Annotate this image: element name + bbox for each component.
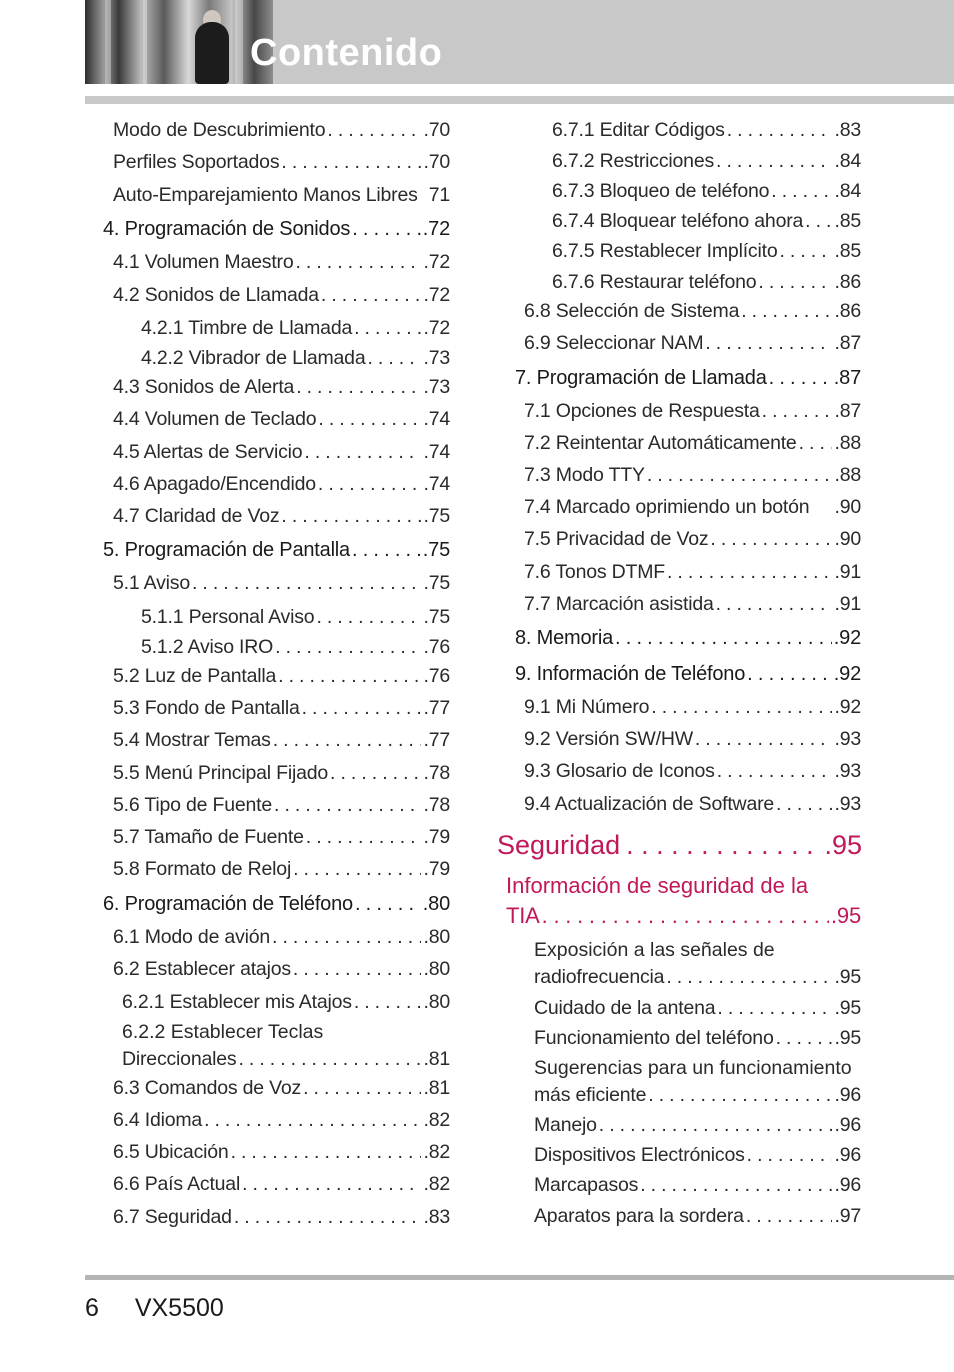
toc-entry-label: 5.6 Tipo de Fuente (113, 794, 273, 816)
toc-entry-label: 4.1 Volumen Maestro (113, 251, 294, 273)
toc-section-heading[interactable] (103, 217, 450, 241)
toc-entry[interactable] (524, 495, 861, 519)
toc-entry[interactable] (113, 375, 450, 399)
toc-leader-dots (306, 825, 422, 849)
toc-entry[interactable] (524, 727, 861, 751)
toc-entry-label: 6.7 Seguridad (113, 1206, 232, 1228)
toc-entry-label: 6.5 Ubicación (113, 1141, 229, 1163)
toc-leader-dots (667, 560, 833, 584)
toc-entry-page: .74 (423, 408, 450, 430)
toc-entry-page: .87 (833, 367, 861, 389)
toc-leader-dots (367, 346, 421, 370)
toc-entry-label: 4.4 Volumen de Teclado (113, 408, 317, 430)
toc-entry[interactable] (113, 793, 450, 817)
toc-entry[interactable] (122, 990, 450, 1014)
toc-entry-label: 4.6 Apagado/Encendido (113, 473, 316, 495)
toc-leader-dots (302, 696, 422, 720)
toc-entry-page: .85 (834, 210, 861, 232)
toc-leader-dots (281, 150, 421, 174)
toc-leader-dots (710, 527, 832, 551)
toc-entry-page: .84 (834, 150, 861, 172)
toc-entry-page: .92 (833, 663, 861, 685)
toc-entry[interactable] (534, 1173, 861, 1197)
toc-leader-dots (231, 1140, 422, 1164)
toc-entry-label: 9. Información de Teléfono (515, 663, 746, 685)
toc-leader-dots (741, 299, 832, 323)
page-title: Contenido (250, 32, 443, 74)
toc-entry-label: 5.2 Luz de Pantalla (113, 665, 277, 687)
toc-leader-dots (769, 366, 832, 390)
toc-leader-dots (272, 925, 421, 949)
toc-leader-dots (717, 996, 832, 1020)
toc-entry[interactable] (113, 957, 450, 981)
toc-entry[interactable] (113, 440, 450, 464)
toc-entry[interactable] (113, 1205, 450, 1229)
toc-entry-page: .78 (423, 794, 450, 816)
toc-entry[interactable] (552, 270, 861, 294)
toc-entry-label: 7.5 Privacidad de Voz (524, 528, 709, 550)
toc-leader-dots (717, 759, 833, 783)
toc-entry-page: .90 (834, 496, 861, 518)
toc-entry[interactable] (524, 759, 861, 783)
toc-entry-label: 6.6 País Actual (113, 1173, 241, 1195)
toc-entry-label: 7.1 Opciones de Respuesta (524, 400, 760, 422)
toc-entry-label: 7.3 Modo TTY (524, 464, 645, 486)
toc-entry[interactable] (113, 283, 450, 307)
toc-entry-page: .81 (423, 1077, 450, 1099)
toc-leader-dots (293, 957, 422, 981)
toc-leader-dots (318, 472, 422, 496)
toc-entry-page: .88 (834, 464, 861, 486)
toc-entry[interactable] (113, 571, 450, 595)
footer (85, 1294, 224, 1323)
toc-leader-dots (615, 626, 832, 650)
toc-leader-dots (640, 1173, 832, 1197)
toc-entry[interactable] (113, 664, 450, 688)
toc-entry[interactable] (552, 149, 861, 173)
toc-entry-page: .96 (834, 1144, 861, 1166)
toc-entry-label: 4.2.2 Vibrador de Llamada (141, 347, 366, 369)
toc-entry-label: 5.1.2 Aviso IRO (141, 636, 274, 658)
toc-leader-dots (747, 1143, 833, 1167)
toc-entry-label: Direccionales (122, 1048, 237, 1070)
toc-entry[interactable] (141, 346, 450, 370)
toc-entry-page: .96 (834, 1084, 861, 1106)
toc-leader-dots (352, 538, 421, 562)
toc-entry-label: 5.5 Menú Principal Fijado (113, 762, 329, 784)
toc-entry[interactable] (524, 299, 861, 323)
toc-entry-page: .72 (423, 251, 450, 273)
toc-entry-label: 4.2.1 Timbre de Llamada (141, 317, 353, 339)
toc-entry[interactable] (524, 463, 861, 487)
toc-leader-dots (776, 1026, 833, 1050)
toc-entry-page: .95 (834, 997, 861, 1019)
toc-leader-dots (278, 664, 421, 688)
toc-entry-label: 6.7.4 Bloquear teléfono ahora (552, 210, 804, 232)
toc-leader-dots (771, 179, 832, 203)
toc-entry-label: 6.3 Comandos de Voz (113, 1077, 302, 1099)
header-divider (85, 96, 954, 104)
toc-entry-page: .76 (423, 636, 450, 658)
toc-entry-page: .91 (834, 593, 861, 615)
toc-leader-dots (352, 217, 421, 241)
toc-leader-dots (273, 728, 422, 752)
toc-leader-dots (204, 1108, 421, 1132)
toc-entry-page: .77 (423, 729, 450, 751)
toc-leader-dots (303, 1076, 421, 1100)
tia-heading-line1: Información de seguridad de la (506, 873, 809, 898)
toc-leader-dots (355, 892, 421, 916)
toc-leader-dots (238, 1047, 421, 1071)
toc-entry-page: .85 (834, 240, 861, 262)
toc-entry[interactable] (113, 1172, 450, 1196)
toc-entry[interactable] (534, 1143, 861, 1167)
toc-entry-label: 4. Programación de Sonidos (103, 218, 351, 240)
toc-entry-page: .86 (834, 300, 861, 322)
toc-entry-label: 6.7.1 Editar Códigos (552, 119, 725, 141)
toc-entry[interactable] (113, 150, 450, 174)
toc-entry-label: 7.4 Marcado oprimiendo un botón (524, 496, 810, 518)
footer-divider (85, 1275, 954, 1280)
toc-entry-page: .81 (423, 1048, 450, 1070)
toc-leader-dots (354, 990, 422, 1014)
toc-entry-page: .80 (423, 958, 450, 980)
toc-leader-dots (327, 118, 421, 142)
toc-entry-page: .75 (423, 606, 450, 628)
toc-leader-dots (647, 463, 833, 487)
toc-entry-label: 6.9 Seleccionar NAM (524, 332, 704, 354)
toc-entry[interactable] (534, 1204, 861, 1228)
toc-entry[interactable] (141, 635, 450, 659)
toc-entry[interactable] (113, 761, 450, 785)
toc-entry[interactable] (534, 1083, 861, 1107)
toc-section-heading[interactable] (103, 538, 450, 562)
toc-entry-page: .84 (834, 180, 861, 202)
toc-entry-page: .93 (834, 793, 861, 815)
toc-leader-dots (716, 592, 833, 616)
toc-entry-page: .82 (423, 1141, 450, 1163)
toc-entry-page: .72 (423, 317, 450, 339)
toc-entry[interactable] (113, 925, 450, 949)
toc-entry-label: Cuidado de la antena (534, 997, 716, 1019)
toc-entry-label: Funcionamiento del teléfono (534, 1027, 774, 1049)
toc-entry[interactable] (113, 1076, 450, 1100)
toc-leader-dots (318, 407, 421, 431)
toc-leader-dots (776, 792, 832, 816)
toc-entry-label: 5. Programación de Pantalla (103, 539, 350, 561)
toc-entry-page: .95 (834, 1027, 861, 1049)
toc-entry-page: .82 (423, 1109, 450, 1131)
toc-entry[interactable] (534, 1026, 861, 1050)
toc-entry[interactable] (534, 965, 861, 989)
toc-entry-page: .87 (834, 400, 861, 422)
toc-entry-label: 6.4 Idioma (113, 1109, 203, 1131)
toc-entry-label: 6.7.2 Restricciones (552, 150, 715, 172)
toc-entry[interactable] (524, 331, 861, 355)
toc-entry-page: .90 (834, 528, 861, 550)
toc-entry-label: 8. Memoria (515, 627, 614, 649)
toc-section-heading[interactable] (515, 626, 861, 650)
section-seguridad-page: .95 (824, 830, 862, 860)
toc-entry-label: 6.7.3 Bloqueo de teléfono (552, 180, 770, 202)
toc-entry-label: Marcapasos (534, 1174, 639, 1196)
toc-entry-label: Manejo (534, 1114, 597, 1136)
header-bar (85, 0, 954, 84)
toc-entry[interactable] (552, 118, 861, 142)
toc-entry[interactable] (552, 209, 861, 233)
toc-entry-label: 9.3 Glosario de Iconos (524, 760, 715, 782)
toc-entry-label: 7.7 Marcación asistida (524, 593, 714, 615)
toc-leader-dots (758, 270, 832, 294)
toc-leader-dots (293, 857, 421, 881)
toc-entry[interactable] (141, 316, 450, 340)
toc-entry-label: 9.1 Mi Número (524, 696, 650, 718)
toc-entry-page: .75 (422, 539, 450, 561)
toc-entry-label: 4.3 Sonidos de Alerta (113, 376, 295, 398)
toc-entry-label: 6.1 Modo de avión (113, 926, 271, 948)
toc-entry-page: .80 (422, 893, 450, 915)
section-seguridad[interactable] (497, 830, 862, 861)
toc-entry[interactable] (122, 1047, 450, 1071)
toc-entry-page: .74 (423, 441, 450, 463)
toc-leader-dots (296, 375, 421, 399)
toc-entry-page: .82 (423, 1173, 450, 1195)
toc-entry-line1: Exposición a las señales de (534, 939, 775, 961)
toc-leader-dots (746, 1204, 833, 1228)
toc-leader-dots (281, 504, 421, 528)
toc-entry-page: .88 (834, 432, 861, 454)
toc-entry-line1: 6.2.2 Establecer Teclas (122, 1021, 324, 1043)
toc-leader-dots (330, 761, 421, 785)
footer-page-number: 6 (85, 1294, 99, 1322)
toc-entry-label: 5.4 Mostrar Temas (113, 729, 271, 751)
toc-entry[interactable] (113, 118, 450, 142)
toc-entry[interactable] (524, 560, 861, 584)
toc-entry[interactable] (552, 179, 861, 203)
toc-entry-page: .97 (834, 1205, 861, 1227)
toc-entry-page: .70 (423, 151, 450, 173)
toc-entry-label: 7. Programación de Llamada (515, 367, 767, 389)
toc-leader-dots (805, 209, 832, 233)
toc-leader-dots (192, 571, 422, 595)
toc-entry-label: 4.7 Claridad de Voz (113, 505, 280, 527)
toc-entry-label: Modo de Descubrimiento (113, 119, 326, 141)
toc-entry-page: .72 (423, 284, 450, 306)
toc-entry[interactable] (113, 696, 450, 720)
toc-entry-page: .75 (423, 572, 450, 594)
toc-entry[interactable] (113, 1108, 450, 1132)
toc-entry-page: .73 (423, 376, 450, 398)
toc-section-heading[interactable] (103, 892, 450, 916)
toc-entry-label: 6. Programación de Teléfono (103, 893, 353, 915)
toc-entry-label: Aparatos para la sordera (534, 1205, 744, 1227)
toc-entry[interactable] (524, 592, 861, 616)
toc-entry[interactable] (113, 472, 450, 496)
toc-entry-page: .95 (834, 966, 861, 988)
toc-leader-dots (295, 250, 421, 274)
toc-entry-page: .76 (423, 665, 450, 687)
toc-entry-page: .80 (423, 926, 450, 948)
toc-section-heading[interactable] (515, 662, 861, 686)
section-seguridad-label: Seguridad (497, 830, 621, 860)
toc-entry-label: 5.8 Formato de Reloj (113, 858, 292, 880)
toc-entry-label: 5.1.1 Personal Aviso (141, 606, 315, 628)
toc-entry-label: 4.5 Alertas de Servicio (113, 441, 303, 463)
tia-page: .95 (831, 903, 861, 928)
toc-leader-dots (648, 1083, 832, 1107)
toc-section-heading[interactable] (515, 366, 861, 390)
toc-entry-page: .72 (422, 218, 450, 240)
toc-entry-label: radiofrecuencia (534, 966, 665, 988)
toc-entry-page: .73 (423, 347, 450, 369)
toc-entry-page: .87 (834, 332, 861, 354)
tia-label: TIA (506, 903, 540, 928)
toc-entry-page: .83 (834, 119, 861, 141)
toc-entry-label: Auto-Emparejamiento Manos Libres (113, 184, 418, 206)
toc-entry-page: .70 (423, 119, 450, 141)
toc-entry[interactable] (113, 1140, 450, 1164)
toc-entry-label: Dispositivos Electrónicos (534, 1144, 745, 1166)
toc-leader-dots (321, 283, 422, 307)
toc-entry-page: .80 (423, 991, 450, 1013)
toc-entry-label: 6.7.6 Restaurar teléfono (552, 271, 757, 293)
toc-entry-label: 5.7 Tamaño de Fuente (113, 826, 304, 848)
toc-entry-line1: Sugerencias para un funcionamiento (534, 1057, 852, 1079)
toc-entry-label: 9.2 Versión SW/HW (524, 728, 693, 750)
toc-leader-dots (316, 605, 421, 629)
toc-entry[interactable] (113, 183, 450, 207)
toc-entry[interactable] (113, 504, 450, 528)
toc-entry[interactable] (534, 996, 861, 1020)
toc-entry[interactable] (552, 239, 861, 263)
toc-leader-dots (666, 965, 832, 989)
toc-entry-page: .74 (423, 473, 450, 495)
toc-entry[interactable] (524, 399, 861, 423)
toc-entry-page: 71 (428, 184, 450, 206)
toc-entry[interactable] (524, 431, 861, 455)
toc-entry[interactable] (113, 728, 450, 752)
toc-entry-page: .93 (834, 728, 861, 750)
toc-entry-page: .92 (834, 696, 861, 718)
toc-entry-label: Perfiles Soportados (113, 151, 280, 173)
toc-entry[interactable] (524, 792, 861, 816)
toc-entry-page: .86 (834, 271, 861, 293)
toc-entry[interactable] (113, 407, 450, 431)
toc-entry-page: .79 (423, 826, 450, 848)
toc-entry-label: 6.8 Selección de Sistema (524, 300, 740, 322)
toc-leader-dots (242, 1172, 421, 1196)
toc-leader-dots (762, 399, 833, 423)
toc-leader-dots (234, 1205, 422, 1229)
toc-entry[interactable] (534, 1113, 861, 1137)
toc-entry-page: .96 (834, 1174, 861, 1196)
toc-leader-dots (705, 331, 832, 355)
toc-entry-page: .93 (834, 760, 861, 782)
toc-leader-dots (651, 695, 832, 719)
toc-entry[interactable] (113, 825, 450, 849)
toc-entry-page: .83 (423, 1206, 450, 1228)
toc-entry-label: más eficiente (534, 1084, 647, 1106)
toc-leader-dots (274, 793, 421, 817)
toc-entry-page: .75 (423, 505, 450, 527)
toc-leader-dots (747, 662, 832, 686)
toc-entry-label: 7.2 Reintentar Automáticamente (524, 432, 797, 454)
footer-model: VX5500 (134, 1294, 224, 1322)
toc-entry-page: .92 (833, 627, 861, 649)
toc-entry-page: .78 (423, 762, 450, 784)
toc-leader-dots (304, 440, 421, 464)
header-photo (85, 0, 273, 84)
toc-leader-dots (275, 635, 421, 659)
toc-entry[interactable] (524, 695, 861, 719)
toc-entry-label: 7.6 Tonos DTMF (524, 561, 665, 583)
toc-leader-dots (354, 316, 421, 340)
toc-leader-dots (727, 118, 833, 142)
toc-entry-label: 5.3 Fondo de Pantalla (113, 697, 300, 719)
toc-entry-page: .91 (834, 561, 861, 583)
toc-entry-label: 6.2 Establecer atajos (113, 958, 291, 980)
toc-leader-dots (779, 239, 832, 263)
toc-leader-dots (716, 149, 832, 173)
toc-entry-page: .77 (423, 697, 450, 719)
toc-entry[interactable] (113, 857, 450, 881)
toc-leader-dots (599, 1113, 833, 1137)
toc-entry[interactable] (141, 605, 450, 629)
toc-leader-dots (799, 431, 833, 455)
tia-heading[interactable] (506, 904, 861, 928)
toc-entry-label: 6.2.1 Establecer mis Atajos (122, 991, 352, 1013)
toc-entry[interactable] (524, 527, 861, 551)
toc-entry-label: 4.2 Sonidos de Llamada (113, 284, 319, 306)
toc-entry-label: 9.4 Actualización de Software (524, 793, 775, 815)
toc-entry-page: .79 (423, 858, 450, 880)
toc-entry-label: 5.1 Aviso (113, 572, 190, 594)
toc-entry[interactable] (113, 250, 450, 274)
toc-entry-label: 6.7.5 Restablecer Implícito (552, 240, 778, 262)
toc-leader-dots (695, 727, 833, 751)
toc-entry-page: .96 (834, 1114, 861, 1136)
